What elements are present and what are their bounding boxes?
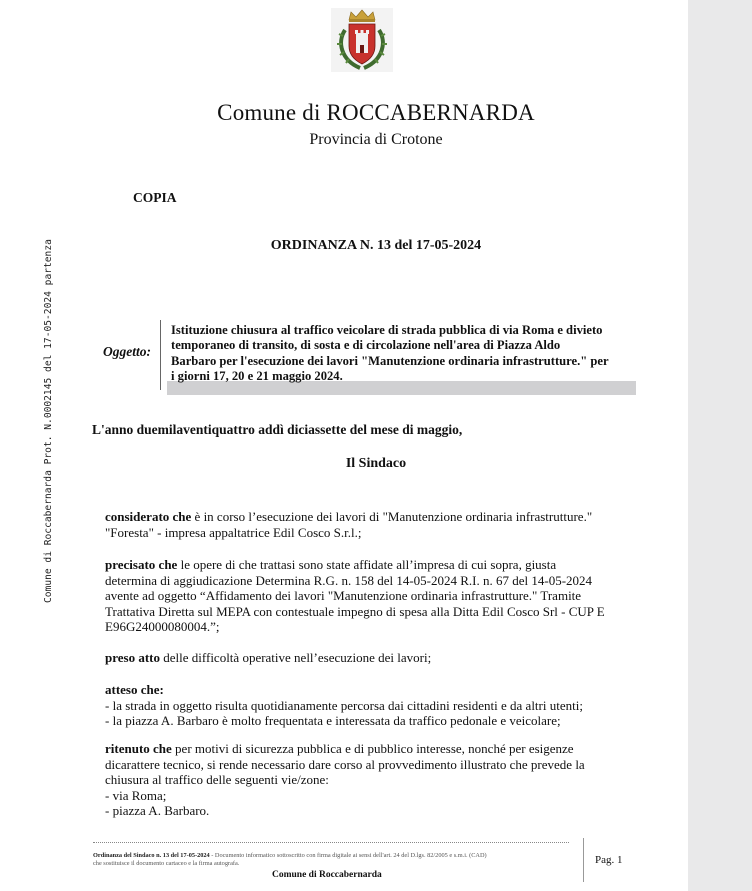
- ritenuto-item: - piazza A. Barbaro.: [105, 803, 210, 819]
- considerato-paragraph: [105, 509, 628, 540]
- footer-separator: [583, 838, 584, 882]
- subject-line: Istituzione chiusura al traffico veicolare di strada pubblica di via Roma e divieto: [171, 323, 603, 337]
- ritenuto-paragraph: [105, 741, 628, 819]
- municipality-title: Comune di ROCCABERNARDA: [217, 100, 535, 125]
- ritenuto-lead: ritenuto che: [105, 741, 172, 756]
- preso-atto-lead: preso atto: [105, 650, 161, 665]
- subject-label: Oggetto:: [103, 344, 151, 359]
- footer-municipality: Comune di Roccabernarda: [272, 870, 382, 880]
- atteso-lead: atteso che:: [105, 682, 164, 697]
- considerato-line1: è in corso l’esecuzione dei lavori di "Manutenzione ordinaria infrastrutture.": [191, 509, 593, 524]
- precisato-lead: precisato che: [105, 557, 178, 572]
- atteso-item: - la strada in oggetto risulta quotidianamente percorsa dai cittadini residenti e da altri utenti;: [105, 697, 583, 713]
- footer-note-rest: - Documento informatico sottoscritto con firma digitale ai sensi dell'art. 24 del D.lgs. 82/2005 e s.m.i. (CAD): [209, 852, 487, 859]
- province-subtitle: Provincia di Crotone: [309, 131, 443, 148]
- date-statement: L'anno duemilaventiquattro addì diciassette del mese di maggio,: [92, 422, 463, 437]
- mayor-heading: Il Sindaco: [345, 456, 407, 471]
- precisato-line4: Trattativa Diretta sul MEPA con contestuale impegno di spesa alla Ditta Edil Cosco Srl - CUP E: [105, 603, 605, 619]
- subject-line: temporaneo di transito, di sosta e di circolazione nell'area di Piazza Aldo: [171, 338, 561, 353]
- precisato-line3: avente ad oggetto “Affidamento dei lavori "Manutenzione ordinaria infrastrutture." Tramite: [105, 588, 582, 604]
- copy-label: COPIA: [133, 190, 177, 205]
- coat-of-arms-icon: [327, 6, 397, 74]
- subject-text: [171, 323, 634, 385]
- ritenuto-line3: chiusura al traffico delle seguenti vie/zone:: [105, 772, 329, 788]
- considerato-lead: considerato che: [105, 509, 192, 524]
- subject-line: Barbaro per l'esecuzione dei lavori "Manutenzione ordinaria infrastrutture." per: [171, 353, 609, 368]
- page-number: Pag. 1: [595, 854, 623, 866]
- ordinance-number: ORDINANZA N. 13 del 17-05-2024: [270, 238, 482, 253]
- footer-note-bold: Ordinanza del Sindaco n. 13 del 17-05-2024: [93, 852, 210, 859]
- ritenuto-line2: dicarattere tecnico, si rende necessario dare corso al provvedimento illustrato che prevede la: [105, 756, 585, 772]
- precisato-line2: determina di aggiudicazione Determina R.G. n. 158 del 14-05-2024 R.I. n. 67 del 14-05-2024: [105, 572, 593, 588]
- preso-atto-paragraph: [105, 650, 628, 666]
- subject-box: [160, 320, 637, 390]
- atteso-item: - la piazza A. Barbaro è molto frequentata e interessata da traffico pedonale e veicolare;: [105, 713, 561, 729]
- footer-divider: [93, 842, 569, 843]
- precisato-line1: le opere di che trattasi sono state affidate all’impresa di cui sopra, giusta: [177, 557, 557, 572]
- precisato-paragraph: [105, 557, 628, 635]
- preso-atto-rest: delle difficoltà operative nell’esecuzione dei lavori;: [160, 650, 432, 665]
- atteso-paragraph: [105, 682, 628, 729]
- considerato-line2: "Foresta" - impresa appaltatrice Edil Cosco S.r.l.;: [105, 524, 362, 540]
- ritenuto-item: - via Roma;: [105, 787, 167, 803]
- footer-note-line2: che sostituisce il documento cartaceo e la firma autografa.: [93, 860, 240, 867]
- precisato-line5: E96G24000080004.”;: [105, 619, 220, 635]
- ritenuto-line1: per motivi di sicurezza pubblica e di pubblico interesse, nonché per esigenze: [171, 741, 574, 756]
- footer-note: [93, 852, 583, 868]
- protocol-stamp: Comune di Roccabernarda Prot. N.0002145 del 17-05-2024 partenza: [43, 239, 54, 603]
- subject-line: i giorni 17, 20 e 21 maggio 2024.: [171, 369, 343, 384]
